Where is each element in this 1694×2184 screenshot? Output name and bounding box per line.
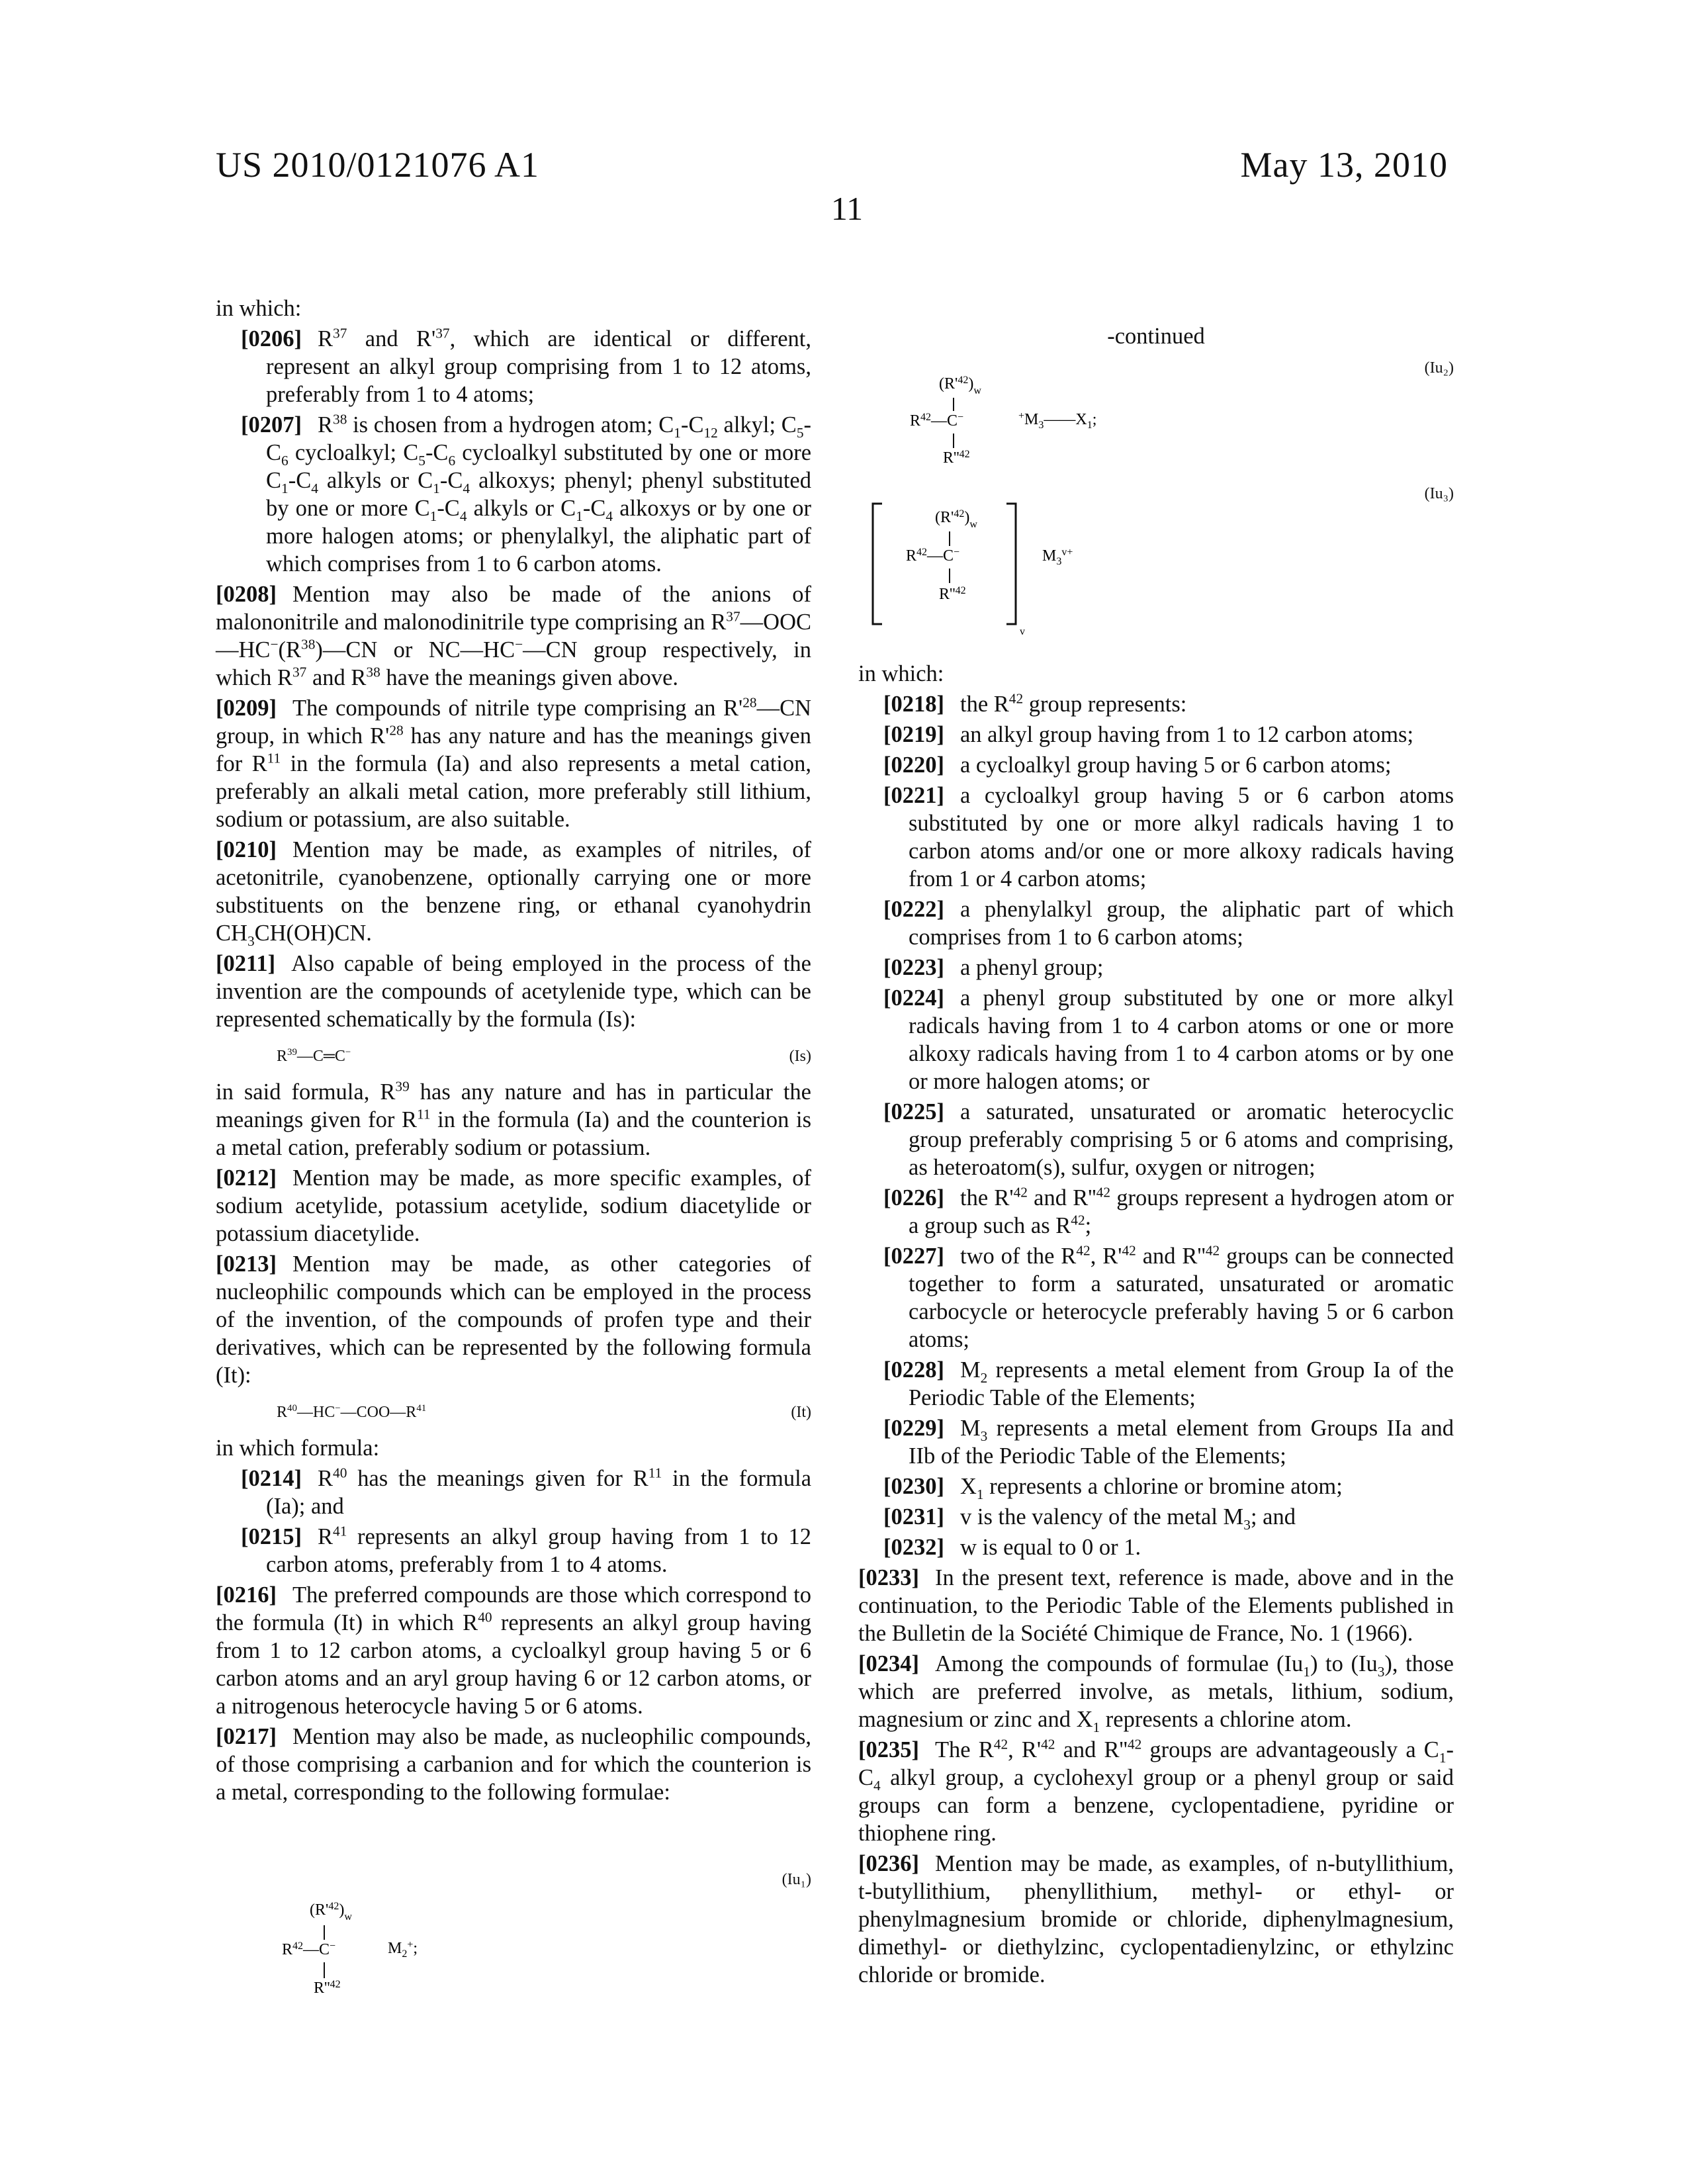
svg-text:(R'42)w: (R'42)w	[935, 508, 977, 530]
paragraph-0229: [0229] M3 represents a metal element from Groups IIa and IIb of the Periodic Table of the Elements;	[858, 1414, 1454, 1470]
svg-text:v: v	[1020, 626, 1025, 637]
formula-is: R39—C═C− (Is)	[216, 1042, 811, 1070]
paragraph-0236: [0236] Mention may be made, as examples, of n-butyllithium, t-butyllithium, phenyllithium, methyl- or ethyl- or phenylmagnesium bromide or chloride, diphenylmagnesium, dimethyl- or diethylzinc, cyclopentadienylzinc, or ethylzinc chloride or bromide.	[858, 1850, 1454, 1989]
paragraph-0233: [0233] In the present text, reference is made, above and in the continuation, to the Periodic Table of the Elements published in the Bulletin de la Société Chimique de France, No. 1 (1966).	[858, 1564, 1454, 1647]
paragraph-0211-continuation: in said formula, R39 has any nature and has in particular the meanings given for R11 in the formula (Ia) and the counterion is a metal cation, preferably sodium or potassium.	[216, 1078, 811, 1161]
publication-date: May 13, 2010	[1241, 144, 1448, 185]
paragraph-0208: [0208] Mention may also be made of the anions of malononitrile and malonodinitrile type comprising an R37—OOC—HC−(R38)—CN or NC—HC−—CN group respectively, in which R37 and R38 have the meanings given above.	[216, 580, 811, 692]
paragraph-0211: [0211] Also capable of being employed in the process of the invention are the compounds of acetylenide type, which can be represented schematically by the formula (Is):	[216, 950, 811, 1033]
formula-iu1-label: (Iu₁)	[216, 1866, 811, 1893]
paragraph-0220: [0220] a cycloalkyl group having 5 or 6 carbon atoms;	[858, 751, 1454, 779]
continued-label: -continued	[858, 322, 1454, 350]
svg-text:M3v+: M3v+	[1042, 547, 1073, 567]
right-column	[858, 295, 1454, 1991]
paragraph-0225: [0225] a saturated, unsaturated or aromatic heterocyclic group preferably comprising 5 or 6 atoms and comprising, as heteroatom(s), sulfur, oxygen or nitrogen;	[858, 1098, 1454, 1181]
svg-text:R42—C−: R42—C−	[906, 547, 959, 565]
paragraph-0214: [0214] R40 has the meanings given for R11 in the formula (Ia); and	[216, 1465, 811, 1520]
formula-it: R40—HC−—COO—R41 (It)	[216, 1398, 811, 1426]
paragraph-0235: [0235] The R42, R'42 and R''42 groups are advantageously a C1-C4 alkyl group, a cyclohexyl group or a phenyl group or said groups can form a benzene, cyclopentadiene, pyridine or thiophene ring.	[858, 1736, 1454, 1847]
paragraph-0230: [0230] X1 represents a chlorine or bromine atom;	[858, 1473, 1454, 1500]
paragraph-0221: [0221] a cycloalkyl group having 5 or 6 carbon atoms substituted by one or more alkyl radicals having 1 to carbon atoms and/or one or more alkoxy radicals having from 1 or 4 carbon atoms;	[858, 782, 1454, 893]
paragraph-0218: [0218] the R42 group represents:	[858, 690, 1454, 718]
paragraph-0228: [0228] M2 represents a metal element from Group Ia of the Periodic Table of the Elements;	[858, 1356, 1454, 1412]
paragraph-0231: [0231] v is the valency of the metal M3; and	[858, 1503, 1454, 1531]
paragraph-0234: [0234] Among the compounds of formulae (Iu1) to (Iu3), those which are preferred involve, as metals, lithium, sodium, magnesium or zinc and X1 represents a chlorine atom.	[858, 1650, 1454, 1733]
svg-text:(R'42)w: (R'42)w	[939, 375, 981, 396]
paragraph-0215: [0215] R41 represents an alkyl group having from 1 to 12 carbon atoms, preferably from 1 to 4 atoms.	[216, 1523, 811, 1578]
paragraph-0213: [0213] Mention may be made, as other categories of nucleophilic compounds which can be employed in the process of the invention, of the compounds of profen type and their derivatives, which can be represented by the following formula (It):	[216, 1250, 811, 1389]
paragraph-0207: [0207] R38 is chosen from a hydrogen atom; C1-C12 alkyl; C5-C6 cycloalkyl; C5-C6 cycloalkyl substituted by one or more C1-C4 alkyls or C1-C4 alkoxys; phenyl; phenyl substituted by one or more C1-C4 alkyls or C1-C4 alkoxys or by one or more halogen atoms; or phenylalkyl, the aliphatic part of which comprises from 1 to 6 carbon atoms.	[216, 411, 811, 578]
formula-iu3-structure	[862, 494, 1193, 647]
formula-iu1-structure	[262, 1893, 527, 2019]
svg-text:R''42: R''42	[943, 449, 970, 467]
paragraph-0210: [0210] Mention may be made, as examples of nitriles, of acetonitrile, cyanobenzene, optionally carrying one or more substituents on the benzene ring, or ethanal cyanohydrin CH3CH(OH)CN.	[216, 836, 811, 947]
in-which-label-right: in which:	[858, 660, 1454, 688]
svg-text:M2+;: M2+;	[388, 1939, 418, 1960]
in-which-label: in which:	[216, 295, 811, 322]
formula-iu3-label: (Iu₃)	[858, 480, 1454, 508]
formula-it-label: (It)	[791, 1398, 811, 1426]
formula-iu2-label: (Iu₂)	[858, 354, 1454, 382]
svg-text:(R'42)w: (R'42)w	[310, 1901, 352, 1923]
in-which-formula-label: in which formula:	[216, 1434, 811, 1462]
svg-text:R''42: R''42	[939, 585, 966, 603]
paragraph-0223: [0223] a phenyl group;	[858, 954, 1454, 981]
paragraph-0219: [0219] an alkyl group having from 1 to 12 carbon atoms;	[858, 721, 1454, 749]
page-number: 11	[0, 189, 1694, 228]
formula-is-label: (Is)	[789, 1042, 811, 1070]
left-column	[216, 295, 811, 2019]
svg-text:R''42: R''42	[314, 1979, 341, 1997]
formula-iu2-structure	[895, 367, 1226, 480]
publication-number: US 2010/0121076 A1	[216, 144, 539, 185]
paragraph-0222: [0222] a phenylalkyl group, the aliphatic part of which comprises from 1 to 6 carbon atoms;	[858, 895, 1454, 951]
paragraph-0209: [0209] The compounds of nitrile type comprising an R'28—CN group, in which R'28 has any nature and has the meanings given for R11 in the formula (Ia) and also represents a metal cation, preferably an alkali metal cation, more preferably still lithium, sodium or potassium, are also suitable.	[216, 694, 811, 833]
paragraph-0216: [0216] The preferred compounds are those which correspond to the formula (It) in which R40 represents an alkyl group having from 1 to 12 carbon atoms, a cycloalkyl group having 5 or 6 carbon atoms and an aryl group having 6 or 12 carbon atoms, or a nitrogenous heterocycle having 5 or 6 atoms.	[216, 1581, 811, 1720]
svg-text:+M3——X1;: +M3——X1;	[1018, 410, 1096, 431]
paragraph-0224: [0224] a phenyl group substituted by one or more alkyl radicals having from 1 to 4 carbon atoms or one or more alkoxy radicals having from 1 to 4 carbon atoms or by one or more halogen atoms; or	[858, 984, 1454, 1095]
paragraph-0217: [0217] Mention may also be made, as nucleophilic compounds, of those comprising a carbanion and for which the counterion is a metal, corresponding to the following formulae:	[216, 1723, 811, 1806]
paragraph-0227: [0227] two of the R42, R'42 and R''42 groups can be connected together to form a saturated, unsaturated or aromatic carbocycle or heterocycle preferably having 5 or 6 carbon atoms;	[858, 1242, 1454, 1353]
paragraph-0206: [0206] R37 and R'37, which are identical or different, represent an alkyl group comprising from 1 to 12 atoms, preferably from 1 to 4 atoms;	[216, 325, 811, 408]
svg-text:R42—C−: R42—C−	[910, 412, 963, 430]
svg-text:R42—C−: R42—C−	[282, 1940, 335, 1958]
paragraph-0232: [0232] w is equal to 0 or 1.	[858, 1533, 1454, 1561]
paragraph-0212: [0212] Mention may be made, as more specific examples, of sodium acetylide, potassium acetylide, sodium diacetylide or potassium diacetylide.	[216, 1164, 811, 1248]
paragraph-0226: [0226] the R'42 and R''42 groups represent a hydrogen atom or a group such as R42;	[858, 1184, 1454, 1240]
